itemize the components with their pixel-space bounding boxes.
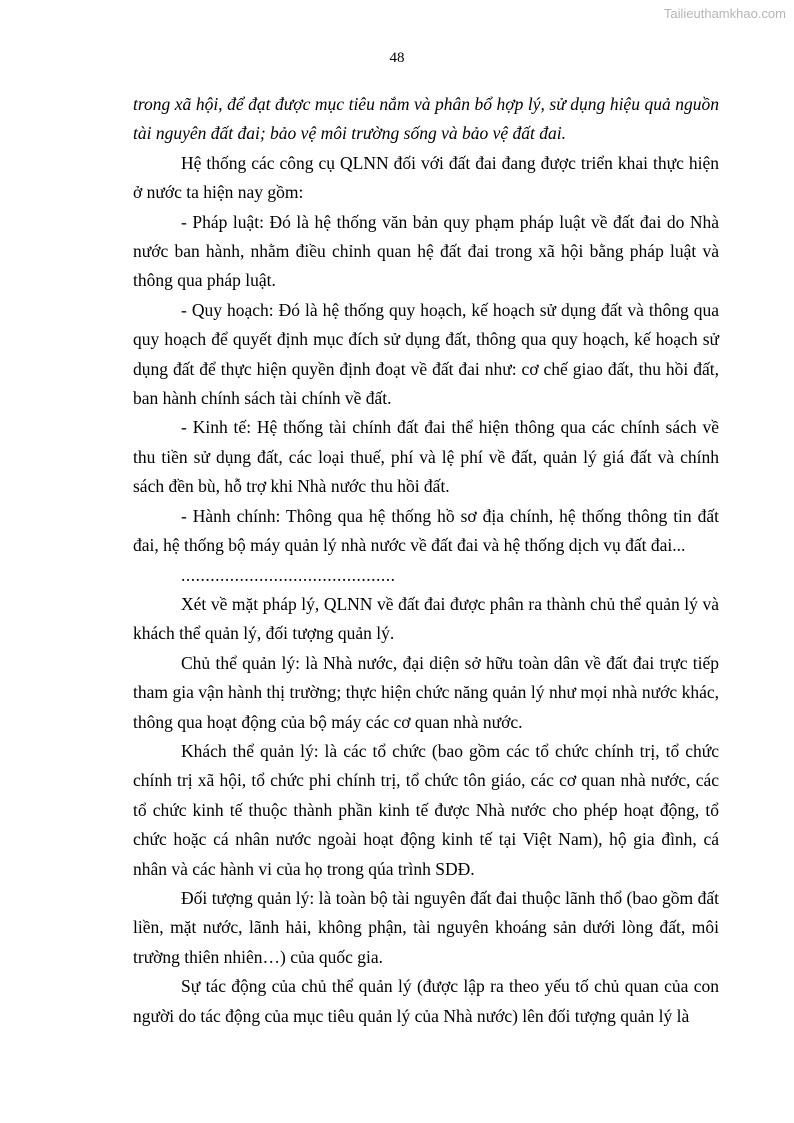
paragraph-economic: - Kinh tế: Hệ thống tài chính đất đai thể hiện thông qua các chính sách về thu tiền sử dụng đất, các loại thuế, phí và lệ phí về đất, quản lý giá đất và chính sách đền bù, hỗ trợ khi Nhà nước thu hồi đất. [133, 417, 719, 497]
paragraph-legal-aspect: Xét về mặt pháp lý, QLNN về đất đai được phân ra thành chủ thể quản lý và khách thể quản lý, đối tượng quản lý. [133, 593, 719, 644]
paragraph-tools-intro: Hệ thống các công cụ QLNN đối với đất đai đang được triển khai thực hiện ở nước ta hiện nay gồm: [133, 152, 719, 203]
paragraph-subject: Chủ thể quản lý: là Nhà nước, đại diện sở hữu toàn dân về đất đai trực tiếp tham gia vận hành thị trường; thực hiện chức năng quản lý như mọi nhà nước khác, thông qua hoạt động của bộ máy các cơ quan nhà nước. [133, 652, 719, 732]
paragraph-continued-intro: trong xã hội, để đạt được mục tiêu nắm và phân bổ hợp lý, sử dụng hiệu quả nguồn tài nguyên đất đai; bảo vệ môi trường sống và bảo vệ đất đai. [133, 94, 719, 144]
paragraph-administrative: - Hành chính: Thông qua hệ thống hồ sơ địa chính, hệ thống thông tin đất đai, hệ thống bộ máy quản lý nhà nước về đất đai và hệ thống dịch vụ đất đai... [133, 505, 719, 556]
page-number: 48 [389, 50, 405, 66]
paragraph-managed-object: Đối tượng quản lý: là toàn bộ tài nguyên đất đai thuộc lãnh thổ (bao gồm đất liền, mặt nước, lãnh hải, không phận, tài nguyên khoáng sản dưới lòng đất, môi trường thiên nhiên…) của quốc gia. [133, 887, 719, 967]
page-body [133, 90, 719, 1031]
paragraph-planning: - Quy hoạch: Đó là hệ thống quy hoạch, kế hoạch sử dụng đất và thông qua quy hoạch để quyết định mục đích sử dụng đất, thông qua quy hoạch, kế hoạch sử dụng đất để thực hiện quyền định đoạt về đất đai như: cơ chế giao đất, thu hồi đất, ban hành chính sách tài chính về đất. [133, 299, 719, 409]
watermark: Tailieuthamkhao.com [663, 6, 786, 21]
paragraph-impact: Sự tác động của chủ thể quản lý (được lập ra theo yếu tố chủ quan của con người do tác động của mục tiêu quản lý của Nhà nước) lên đối tượng quản lý là [133, 976, 719, 1026]
paragraph-object-entities: Khách thể quản lý: là các tổ chức (bao gồm các tổ chức chính trị, tổ chức chính trị xã hội, tổ chức phi chính trị, tổ chức tôn giáo, các cơ quan nhà nước, các tổ chức kinh tế thuộc thành phần kinh tế được Nhà nước cho phép hoạt động, tổ chức hoặc cá nhân nước ngoài hoạt động kinh tế tại Việt Nam), hộ gia đình, cá nhân và các hành vi của họ trong qúa trình SDĐ. [133, 740, 719, 879]
ellipsis-divider: ............................................ [181, 564, 396, 585]
paragraph-law: - Pháp luật: Đó là hệ thống văn bản quy phạm pháp luật về đất đai do Nhà nước ban hành, nhằm điều chỉnh quan hệ đất đai trong xã hội bằng pháp luật và thông qua pháp luật. [133, 211, 719, 291]
